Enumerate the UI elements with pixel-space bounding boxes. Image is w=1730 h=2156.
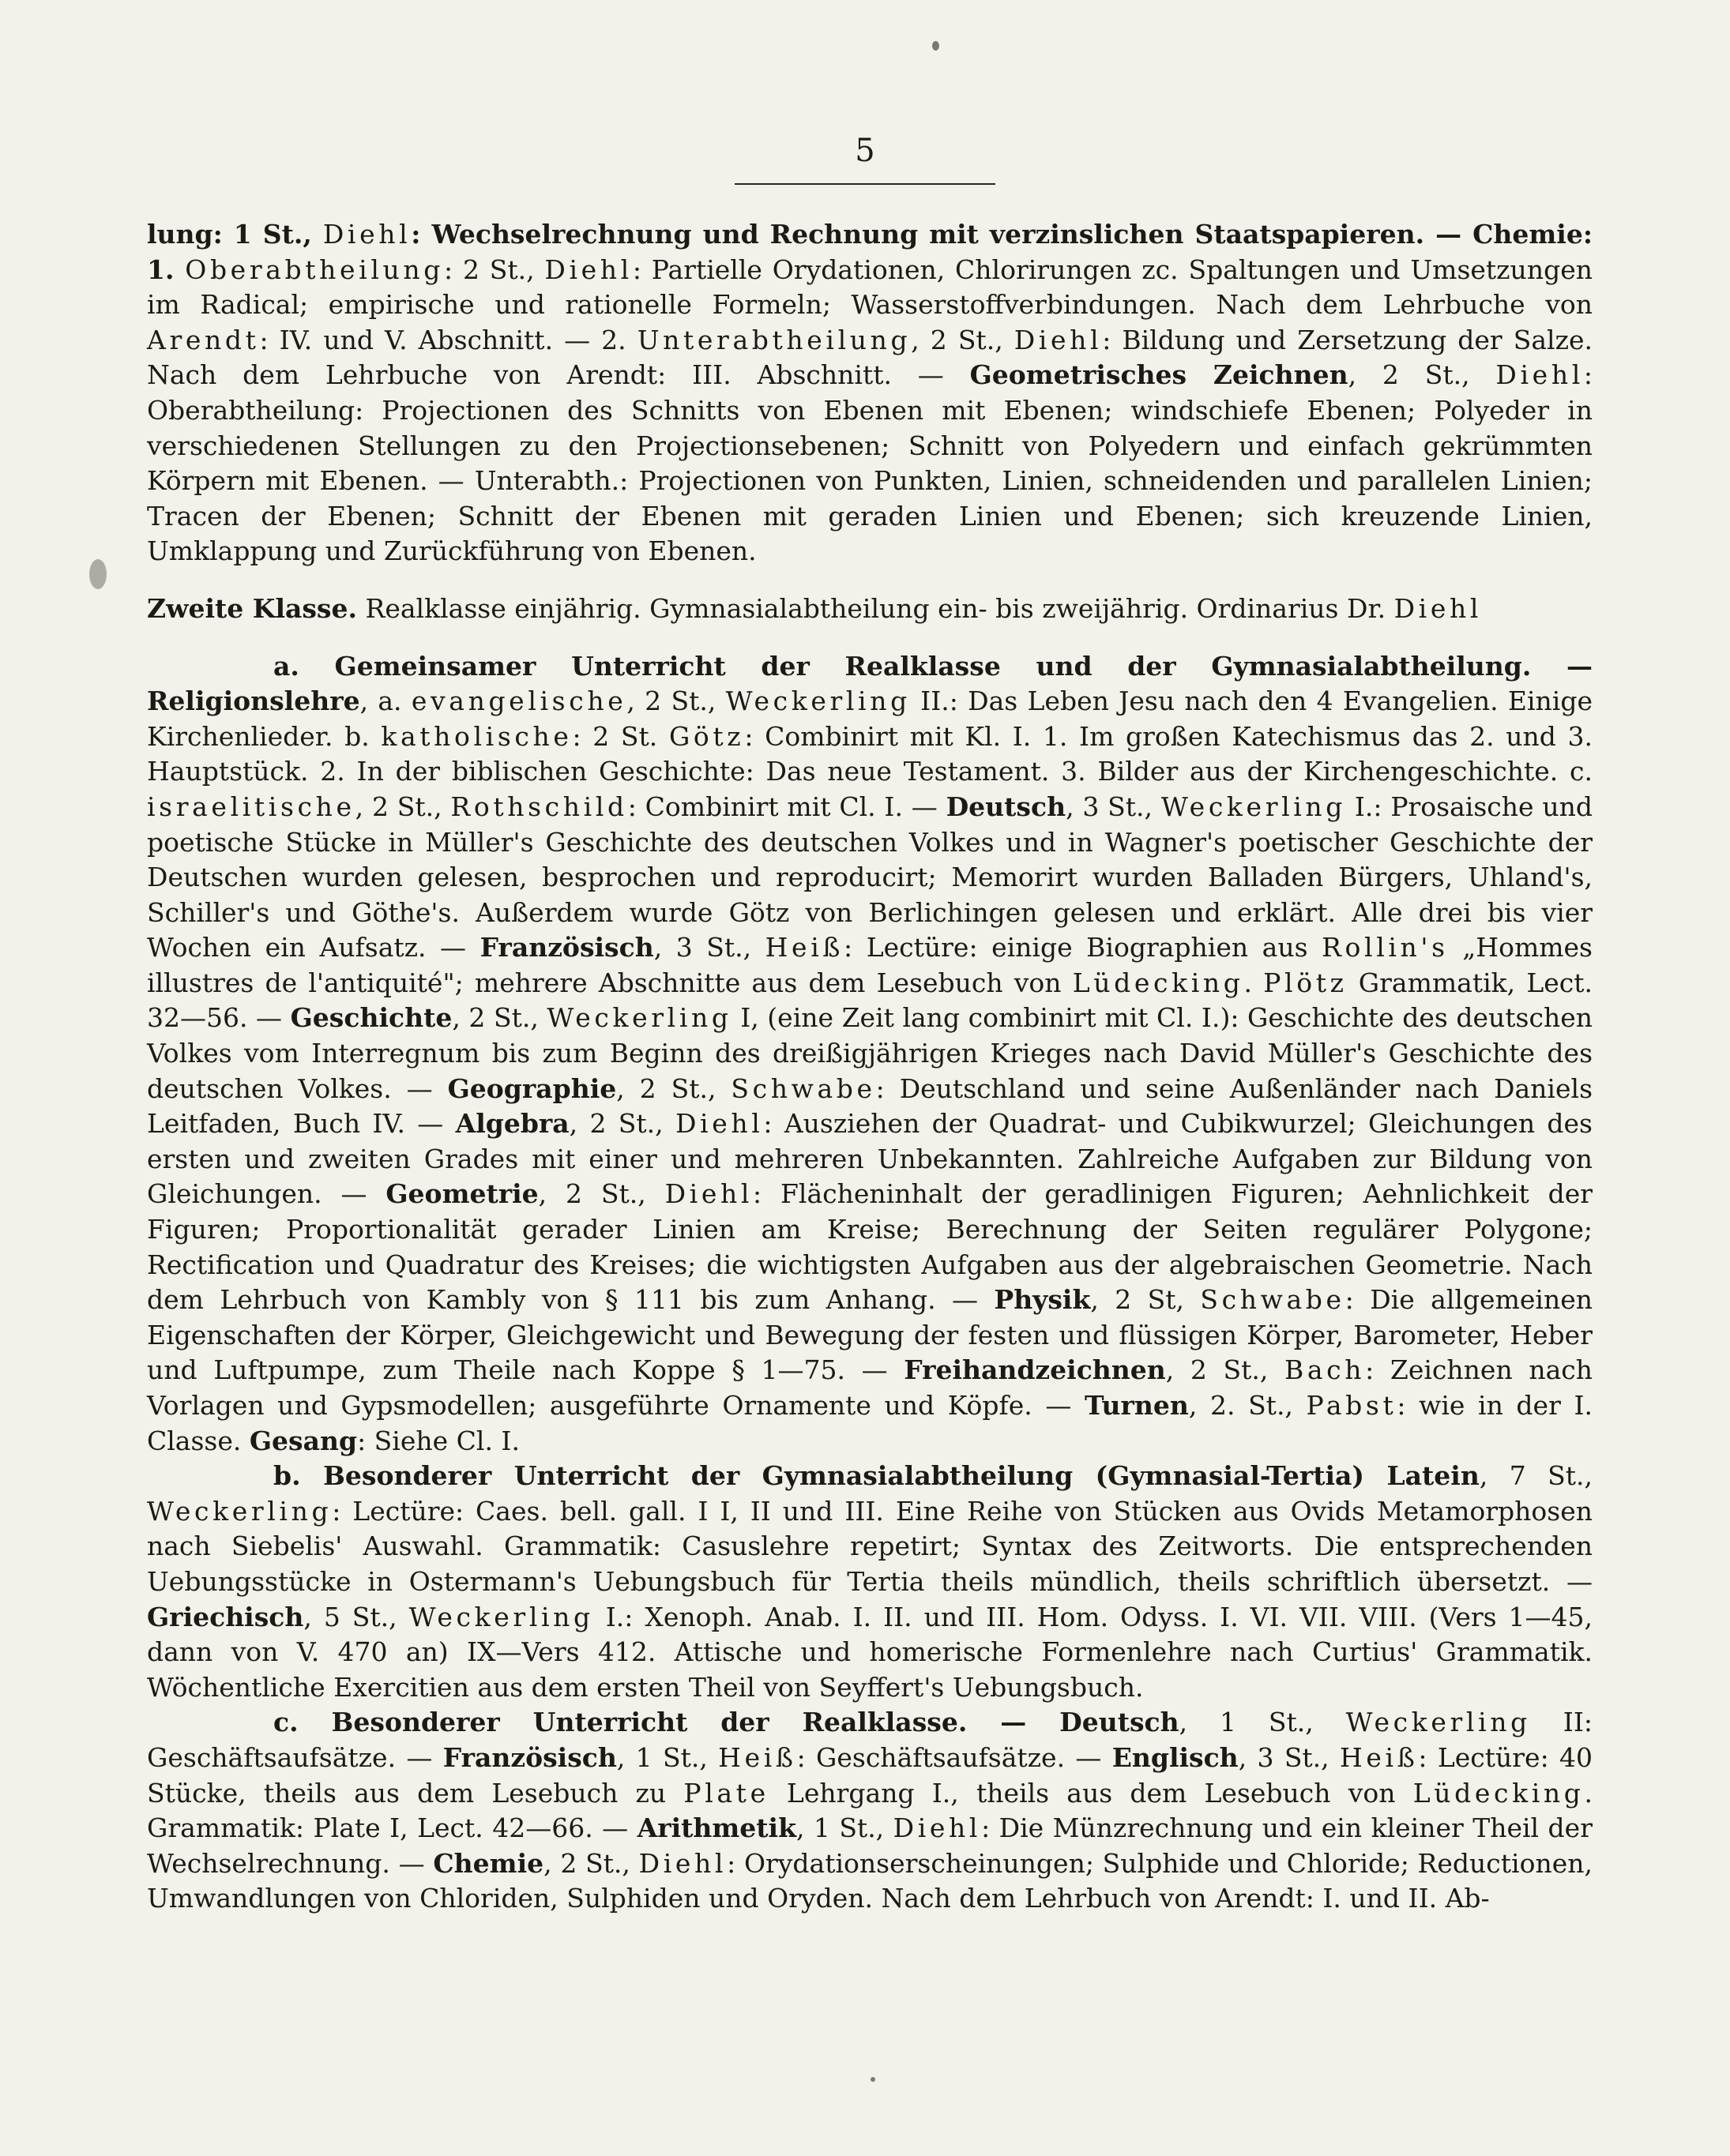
bold-text: Religionslehre: [147, 685, 360, 717]
bold-text: Physik: [994, 1284, 1091, 1316]
text-run: , 2 St.,: [538, 1178, 665, 1210]
text-run: : Oberabtheilung: Projectionen des Schnitts von Ebenen mit Ebenen; windschiefe Ebenen; Polyeder in verschiedenen Stellungen zu den Projectionsebenen; Schnitt von Polyedern und einfach gekrümmten Körpern mit Ebenen. — Unterabth.: Projectionen von Punkten, Linien, schneidenden und parallelen Linien; Tracen der Ebenen; Schnitt der Ebenen mit geraden Linien und Ebenen; sich kreuzende Linien, Umklappung und Zurückführung von Ebenen.: [147, 359, 1593, 567]
bold-text: Freihandzeichnen: [904, 1354, 1166, 1386]
bold-text: Turnen: [1085, 1390, 1189, 1421]
spaced-name: Diehl: [664, 1178, 754, 1210]
text-run: Realklasse einjährig. Gymnasialabtheilung ein- bis zweijährig. Ordinarius Dr.: [357, 592, 1394, 624]
paragraph-chemistry-continuation: [147, 217, 1593, 569]
text-run: : Partielle Orydationen, Chlorirungen zc. Spaltungen und Umsetzungen im Radical; empirische und rationelle Formeln; Wasserstoffverbindungen. Nach dem Lehrbuche von: [147, 254, 1593, 321]
text-run: , 2 St.,: [1165, 1354, 1285, 1386]
bold-text: a. Gemeinsamer Unterricht der Realklasse und der Gymnasialabtheilung. —: [273, 650, 1593, 682]
text-run: , 3 St.,: [653, 932, 765, 963]
spaced-name: Diehl: [1014, 324, 1103, 355]
text-run: : Lectüre: Caes. bell. gall. I I, II und III. Eine Reihe von Stücken aus Ovids Metamorphosen nach Siebelis' Auswahl. Grammatik: Casuslehre repetirt; Syntax des Zeitworts. Die entsprechenden Uebungsstücke in Ostermann's Uebungsbuch für Tertia theils mündlich, theils schriftlich übersetzt. —: [147, 1495, 1593, 1597]
paper-speck: [932, 41, 939, 51]
text-run: , 1 St.,: [616, 1741, 719, 1773]
text-run: , 2. St.,: [1188, 1390, 1307, 1421]
text-run: : Die Münzrechnung und ein kleiner Theil der Wechselrechnung. —: [147, 1812, 1593, 1879]
spaced-name: Diehl: [675, 1108, 764, 1140]
spaced-name: Rollin's: [1322, 932, 1449, 963]
bold-text: Chemie: [1472, 219, 1583, 250]
bold-text: Latein: [1386, 1460, 1480, 1492]
text-run: : Lectüre: einige Biographien aus: [844, 932, 1322, 963]
bold-text: : 1.: [147, 219, 1593, 285]
bold-text: Geometrisches Zeichnen: [969, 359, 1348, 391]
spaced-name: Unterabtheilung: [637, 324, 912, 355]
spaced-name: Heiß: [1340, 1741, 1419, 1773]
text-run: , 3 St.,: [1066, 791, 1161, 822]
text-run: , 2 St.,: [569, 1108, 675, 1140]
spaced-name: Schwabe: [731, 1072, 876, 1104]
bold-text: Englisch: [1111, 1741, 1239, 1773]
text-run: , 5 St.,: [303, 1601, 409, 1632]
heading-zweite-klasse: [147, 592, 1593, 627]
text-run: , 2 St,: [1090, 1284, 1201, 1316]
bold-text: Griechisch: [147, 1601, 304, 1632]
text-run: : Lectüre: 40 Stücke, theils aus dem Lesebuch zu: [147, 1741, 1593, 1809]
spaced-name: Weckerling: [147, 1495, 333, 1527]
text-run: : Zeichnen nach Vorlagen und Gypsmodellen; ausgeführte Ornamente und Köpfe. —: [147, 1354, 1593, 1421]
spaced-name: Diehl: [638, 1847, 728, 1879]
spaced-name: Pabst: [1306, 1390, 1397, 1421]
text-run: , 2 St.,: [543, 1847, 639, 1879]
bold-text: Deutsch: [1059, 1707, 1179, 1738]
text-run: : Combinirt mit Cl. I. —: [627, 791, 946, 822]
spaced-name: Heiß: [718, 1741, 797, 1773]
bold-text: Chemie: [433, 1847, 544, 1879]
text-run: : 2 St.: [572, 720, 669, 752]
text-run: I, (eine Zeit lang combinirt mit Cl. I.): Geschichte des deutschen Volkes vom Interregnum bis zum Beginn des dreißigjährigen Krieges nach David Müller's Geschichte des deutschen Volkes. —: [147, 1002, 1593, 1104]
text-run: : Geschäftsaufsätze. —: [796, 1741, 1112, 1773]
spaced-name: Weckerling: [725, 685, 911, 717]
spaced-name: Rothschild: [450, 791, 628, 822]
text-run: : 2 St.,: [444, 254, 545, 285]
text-run: II.: Das Leben Jesu nach den 4 Evangelien. Einige Kirchenlieder. b.: [147, 685, 1593, 752]
spaced-name: Plötz: [1263, 967, 1348, 998]
header-rule: [735, 183, 995, 185]
text-run: I.: Prosaische und poetische Stücke in Müller's Geschichte des deutschen Volkes und in Wagner's poetischer Geschichte der Deutschen wurden gelesen, besprochen und reproducirt; Memorirt wurden Balladen Bürgers, Uhland's, Schiller's und Göthe's. Außerdem wurde Götz von Berlichingen gelesen und erklärt. Alle drei bis vier Wochen ein Aufsatz. —: [147, 791, 1593, 963]
text-run: , 2 St.,: [626, 685, 726, 717]
text-run: , 2 St.,: [355, 791, 451, 822]
bold-text: Geometrie: [385, 1178, 539, 1210]
text-run: : IV. und V. Abschnitt. — 2.: [259, 324, 637, 355]
text-run: : Deutschland und seine Außenländer nach Daniels Leitfaden, Buch IV. —: [147, 1072, 1593, 1140]
section-c-real-lessons: [147, 1705, 1593, 1917]
text-run: , 1 St.,: [795, 1812, 893, 1844]
bold-text: Zweite Klasse.: [147, 592, 357, 624]
text-run: I.: Xenoph. Anab. I. II. und III. Hom. Odyss. I. VI. VII. VIII. (Vers 1—45, dann von V. 470 an) IX—Vers 412. Attische und homerische Formenlehre nach Curtius' Grammatik. Wöchentliche Exercitien aus dem ersten Theil von Seyffert's Uebungsbuch.: [147, 1601, 1593, 1703]
spaced-name: Bach: [1284, 1354, 1366, 1386]
text-run: : wie in der I. Classe.: [147, 1390, 1593, 1456]
text-run: : Siehe Cl. I.: [357, 1425, 520, 1456]
spaced-name: Heiß: [765, 932, 844, 963]
spaced-name: Plate: [683, 1777, 769, 1809]
spaced-name: Weckerling: [1345, 1707, 1531, 1738]
text-run: , 2 St.,: [452, 1002, 547, 1034]
bold-text: :: [411, 219, 432, 250]
text-run: : Ausziehen der Quadrat- und Cubikwurzel; Gleichungen des ersten und zweiten Grades mit einer und mehreren Unbekannten. Zahlreiche Aufgaben zur Bildung von Gleichungen. —: [147, 1108, 1593, 1210]
spaced-name: israelitische: [147, 791, 355, 822]
bold-text: Algebra: [455, 1108, 570, 1140]
bold-text: Geographie: [447, 1072, 617, 1104]
text-run: : Combinirt mit Kl. I. 1. Im großen Katechismus das 2. und 3. Hauptstück. 2. In der biblischen Geschichte: Das neue Testament. 3. Bilder aus der Kirchengeschichte. c.: [147, 720, 1593, 787]
text-run: . Grammatik: Plate I, Lect. 42—66. —: [147, 1777, 1593, 1844]
text-run: , 7 St.,: [1479, 1460, 1593, 1492]
bold-text: Französisch: [480, 932, 654, 963]
bold-text: Arithmetik: [637, 1812, 796, 1844]
section-a-common-lessons: [147, 649, 1593, 1459]
text-run: : Flächeninhalt der geradlinigen Figuren; Aehnlichkeit der Figuren; Proportionalität gerader Linien am Kreise; Berechnung der Seiten regulärer Polygone; Rectification und Quadratur des Kreises; die wichtigsten Aufgaben aus der algebraischen Geometrie. Nach dem Lehrbuch von Kambly von § 111 bis zum Anhang. —: [147, 1178, 1593, 1316]
text-run: , 2 St.,: [616, 1072, 731, 1104]
text-run: II: Geschäftsaufsätze. —: [147, 1707, 1593, 1773]
spaced-name: Diehl: [1495, 359, 1584, 391]
page-body: [147, 217, 1593, 1917]
bold-text: Französisch: [442, 1741, 617, 1773]
text-run: : Orydationserscheinungen; Sulphide und Chloride; Reductionen, Umwandlungen von Chloriden, Sulphiden und Oryden. Nach dem Lehrbuch von Arendt: I. und II. Ab-: [147, 1847, 1593, 1914]
text-run: .: [1243, 967, 1264, 998]
text-run: , 2 St.,: [1348, 359, 1496, 391]
spaced-name: Diehl: [1393, 592, 1483, 624]
spaced-name: Lüdecking: [1412, 1777, 1585, 1809]
text-run: , 2 St.,: [911, 324, 1014, 355]
paper-speck: [871, 2077, 875, 2082]
text-run: , a.: [359, 685, 412, 717]
section-b-gymnasial-lessons: [147, 1459, 1593, 1705]
spaced-name: Diehl: [544, 254, 633, 285]
spaced-name: katholische: [381, 720, 573, 752]
page-number: 5: [855, 133, 875, 169]
spaced-name: Götz: [668, 720, 745, 752]
bold-text: Wechselrechnung und Rechnung mit verzinslichen Staatspapieren. —: [431, 219, 1473, 250]
spaced-name: Weckerling: [1160, 791, 1347, 822]
spaced-name: Weckerling: [547, 1002, 732, 1034]
bold-text: Gesang: [249, 1425, 358, 1456]
bold-text: lung: 1 St.,: [147, 219, 323, 250]
spaced-name: Lüdecking: [1072, 967, 1244, 998]
paper-speck: [89, 559, 107, 589]
spaced-name: Arendt: [147, 324, 260, 355]
spaced-name: Oberabtheilung: [185, 254, 445, 285]
spaced-name: Diehl: [322, 219, 412, 250]
text-run: „Hommes illustres de l'antiquité"; mehrere Abschnitte aus dem Lesebuch von: [147, 932, 1593, 998]
spaced-name: Schwabe: [1200, 1284, 1345, 1316]
spaced-name: evangelische: [411, 685, 627, 717]
text-run: Grammatik, Lect. 32—56. —: [147, 967, 1593, 1034]
text-run: , 3 St.,: [1238, 1741, 1340, 1773]
text-run: : Bildung und Zersetzung der Salze. Nach dem Lehrbuche von Arendt: III. Abschnitt. —: [147, 324, 1593, 391]
text-run: Lehrgang I., theils aus dem Lesebuch von: [769, 1777, 1413, 1809]
bold-text: Deutsch: [946, 791, 1066, 822]
bold-text: b. Besonderer Unterricht der Gymnasialabtheilung (Gymnasial-Tertia): [273, 1460, 1387, 1492]
spaced-name: Diehl: [893, 1812, 982, 1844]
bold-text: Geschichte: [290, 1002, 453, 1034]
text-run: , 1 St.,: [1179, 1707, 1346, 1738]
spaced-name: Weckerling: [408, 1601, 594, 1632]
text-run: : Die allgemeinen Eigenschaften der Körper, Gleichgewicht und Bewegung der festen und flüssigen Körper, Barometer, Heber und Luftpumpe, zum Theile nach Koppe § 1—75. —: [147, 1284, 1593, 1386]
bold-text: c. Besonderer Unterricht der Realklasse. —: [273, 1707, 1060, 1738]
